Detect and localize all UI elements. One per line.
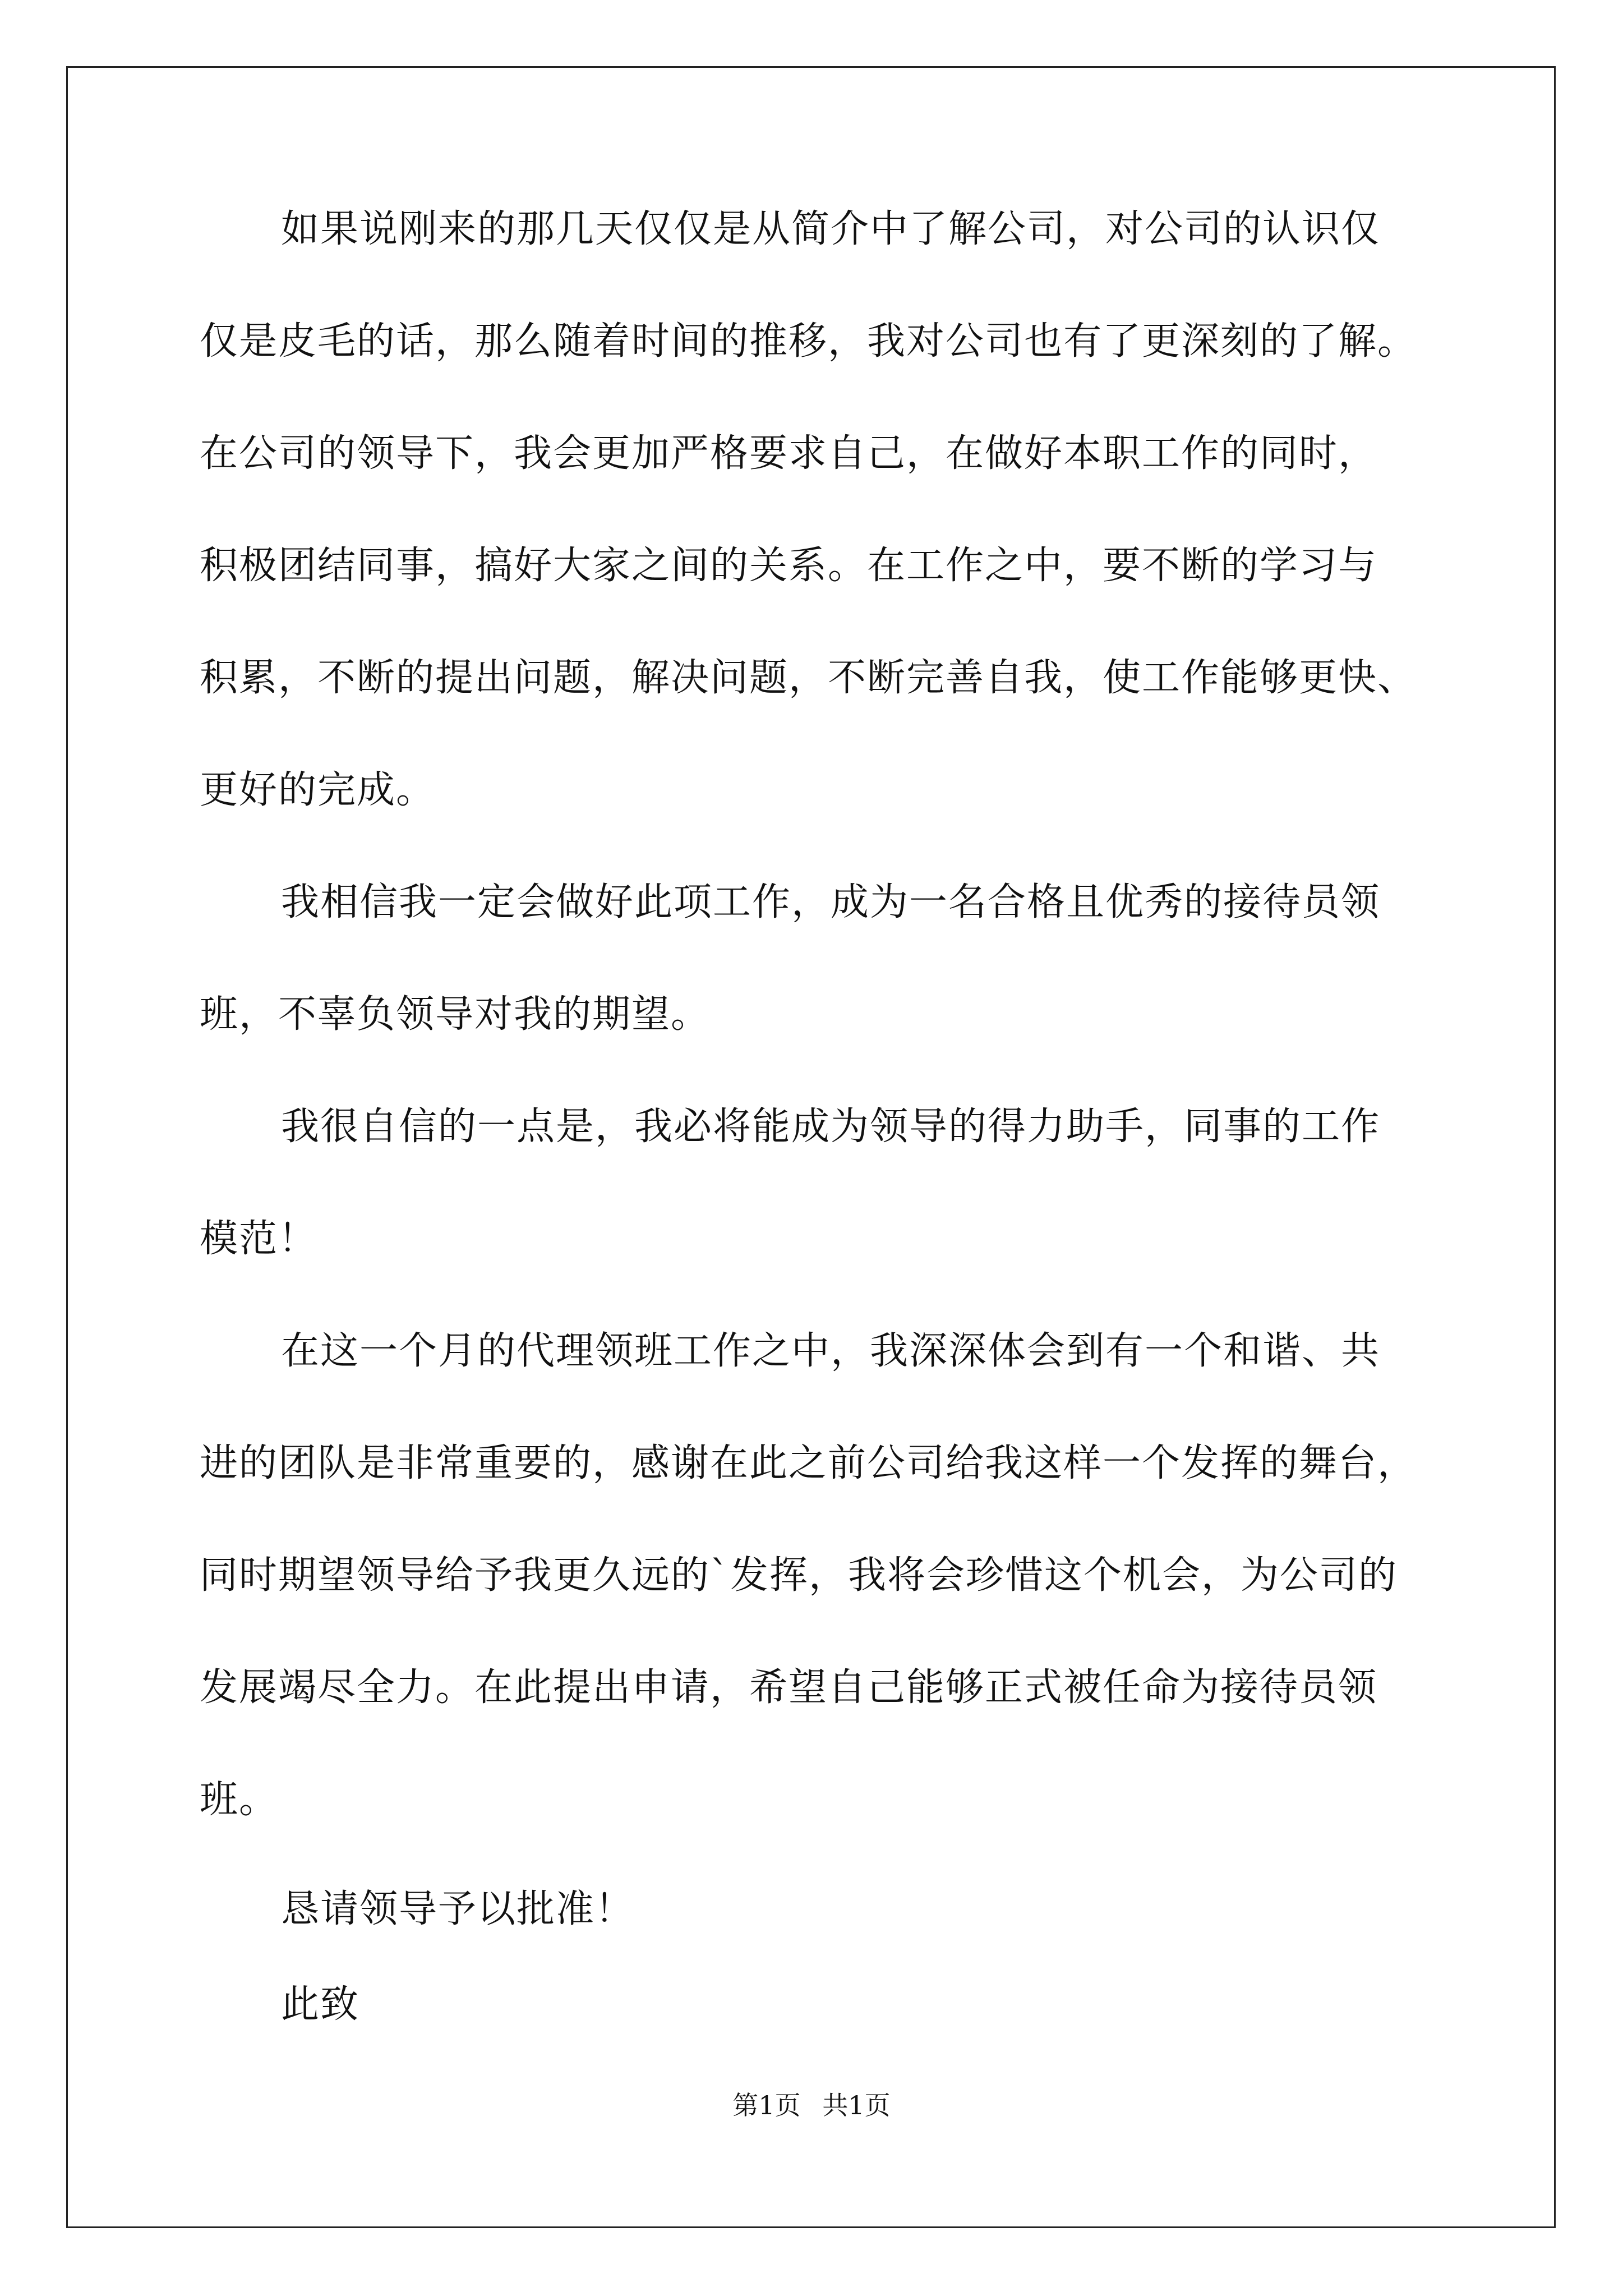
paragraph-1-line-1: 如果说刚来的那几天仅仅是从简介中了解公司，对公司的认识仅 — [281, 207, 1381, 251]
paragraph-1-line-4: 积极团结同事，搞好大家之间的关系。在工作之中，要不断的学习与 — [200, 544, 1378, 588]
paragraph-4-line-1: 在这一个月的代理领班工作之中，我深深体会到有一个和谐、共 — [281, 1329, 1381, 1373]
paragraph-4-line-3: 同时期望领导给予我更久远的`发挥，我将会珍惜这个机会，为公司的 — [200, 1553, 1398, 1598]
page-footer — [0, 2092, 1623, 2118]
request-line: 恳请领导予以批准！ — [281, 1887, 635, 1931]
paragraph-1-line-2: 仅是皮毛的话，那么随着时间的推移，我对公司也有了更深刻的了解。 — [200, 319, 1417, 364]
paragraph-1-line-6: 更好的完成。 — [200, 768, 436, 812]
paragraph-3-line-1: 我很自信的一点是，我必将能成为领导的得力助手，同事的工作 — [281, 1105, 1381, 1149]
paragraph-2-line-2: 班，不辜负领导对我的期望。 — [200, 992, 711, 1037]
paragraph-1-line-5: 积累，不断的提出问题，解决问题，不断完善自我，使工作能够更快、 — [200, 656, 1417, 700]
paragraph-4-line-4: 发展竭尽全力。在此提出申请，希望自己能够正式被任命为接待员领 — [200, 1665, 1378, 1710]
paragraph-2-line-1: 我相信我一定会做好此项工作，成为一名合格且优秀的接待员领 — [281, 880, 1381, 924]
paragraph-4-line-2: 进的团队是非常重要的，感谢在此之前公司给我这样一个发挥的舞台， — [200, 1441, 1417, 1485]
page-total: 共1页 — [822, 2090, 891, 2120]
page-number: 第1页 — [732, 2090, 801, 2120]
paragraph-4-line-5: 班。 — [200, 1778, 279, 1822]
paragraph-1-line-3: 在公司的领导下，我会更加严格要求自己，在做好本职工作的同时， — [200, 431, 1378, 476]
closing-line: 此致 — [281, 1982, 360, 2027]
paragraph-3-line-2: 模范！ — [200, 1217, 318, 1261]
